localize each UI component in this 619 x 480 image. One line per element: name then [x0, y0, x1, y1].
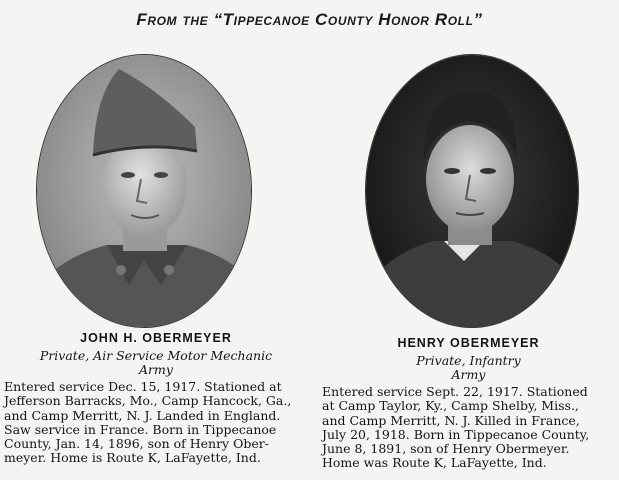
- soldier-entry-henry: [322, 336, 615, 471]
- bio-line: meyer. Home is Route K, LaFayette, Ind.: [4, 450, 261, 466]
- soldier-branch: Army: [139, 362, 173, 377]
- soldier-name: JOHN H. OBERMEYER: [80, 331, 232, 345]
- bio-line: and Camp Merritt, N. J. Landed in England.: [4, 407, 281, 423]
- soldier-bio: [322, 385, 615, 471]
- soldier-branch: Army: [451, 367, 486, 382]
- bio-line: July 20, 1918. Born in Tippecanoe County,: [322, 426, 590, 442]
- portrait-john-obermeyer: [36, 54, 252, 328]
- soldier-entry-john: [4, 331, 308, 466]
- bio-line: and Camp Merritt, N. J. Killed in France,: [322, 412, 580, 428]
- bio-line: Entered service Sept. 22, 1917. Stationed: [322, 384, 588, 399]
- soldier-rank: Private, Air Service Motor Mechanic: [39, 348, 273, 363]
- bio-line: Saw service in France. Born in Tippecanoe: [4, 421, 277, 437]
- bio-line: Entered service Dec. 15, 1917. Stationed at: [4, 379, 282, 394]
- bio-line: Jefferson Barracks, Mo., Camp Hancock, Ga.,: [4, 393, 292, 409]
- soldier-bio: [4, 380, 308, 466]
- bio-line: June 8, 1891, son of Henry Obermeyer.: [322, 441, 570, 457]
- page-title: From the “Tippecanoe County Honor Roll”: [136, 10, 483, 29]
- soldier-name: HENRY OBERMEYER: [397, 336, 540, 350]
- soldier-rank: Private, Infantry: [416, 353, 521, 368]
- bio-line: Home was Route K, LaFayette, Ind.: [322, 455, 547, 471]
- bio-line: at Camp Taylor, Ky., Camp Shelby, Miss.,: [322, 398, 579, 414]
- portrait-henry-obermeyer: [365, 54, 579, 328]
- bio-line: County, Jan. 14, 1896, son of Henry Ober-: [4, 436, 269, 452]
